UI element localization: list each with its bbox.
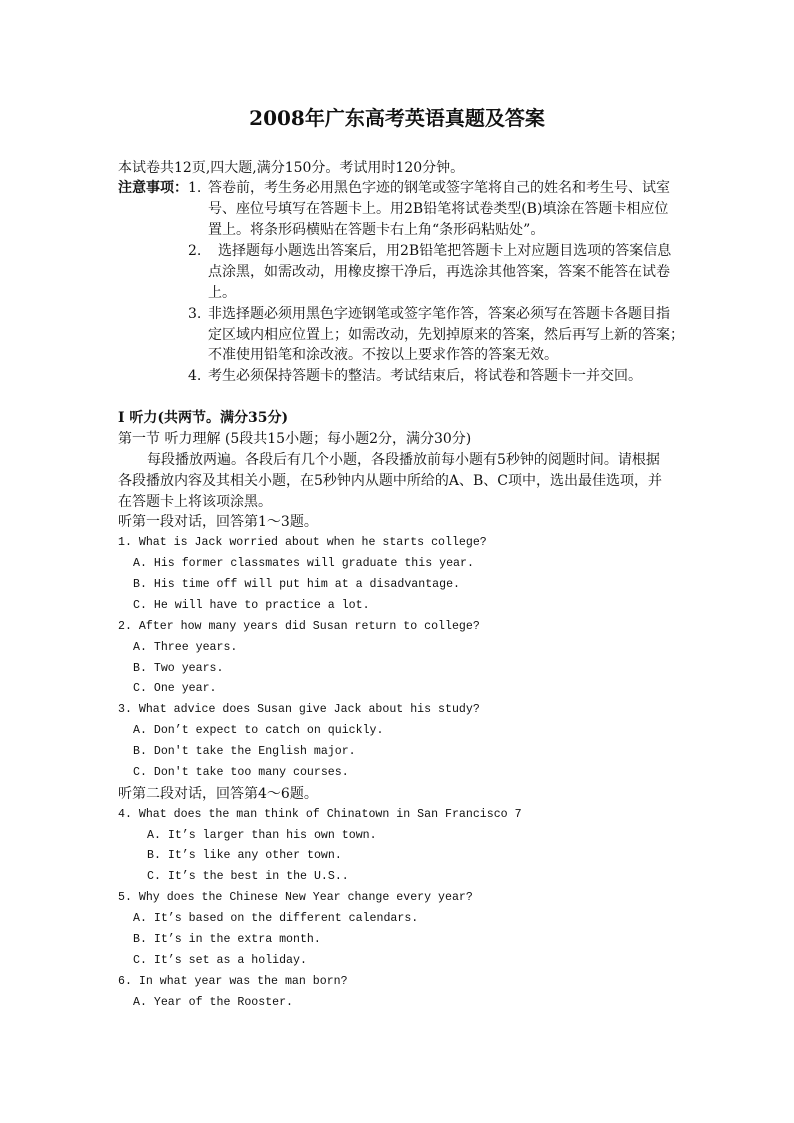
notice-item-2-text: 点涂黑，如需改动，用橡皮擦干净后，再选涂其他答案，答案不能答在试卷 <box>208 263 670 280</box>
option-text: C. He will have to practice a lot. <box>133 598 370 612</box>
instructions-line-2 <box>0 471 794 492</box>
notice-item-3-number: 3. <box>188 305 202 322</box>
instructions-text: 在答题卡上将该项涂黑。 <box>118 493 272 510</box>
notice-item-3-line-1 <box>0 304 794 325</box>
notice-item-2-line-1 <box>0 241 794 262</box>
page-title: 2008年广东高考英语真题及答案 <box>249 106 545 130</box>
option-text: A. Three years. <box>133 640 238 654</box>
option-4c <box>0 867 794 888</box>
notice-item-1-number: 1. <box>188 180 202 197</box>
notice-item-3-line-2 <box>0 325 794 346</box>
option-3b <box>0 742 794 763</box>
option-text: B. Two years. <box>133 661 224 675</box>
notice-item-2-line-2 <box>0 262 794 283</box>
document-body <box>0 158 794 1014</box>
notice-item-1-line-2 <box>0 199 794 220</box>
question-text: 4. What does the man think of Chinatown in San Francisco 7 <box>118 807 522 821</box>
notice-item-2-number: 2. <box>188 243 202 260</box>
notice-item-1-line-3 <box>0 220 794 241</box>
option-text: A. It’s based on the different calendars. <box>133 912 419 926</box>
notice-item-3-text: 不准使用铅笔和涂改液。不按以上要求作答的答案无效。 <box>208 347 558 364</box>
section-heading <box>0 408 794 429</box>
question-text: 2. After how many years did Susan return to college? <box>118 619 480 633</box>
notice-item-4-number: 4. <box>188 368 202 385</box>
notice-item-4-text: 考生必须保持答题卡的整洁。考试结束后，将试卷和答题卡一并交回。 <box>208 368 642 385</box>
option-text: C. Don't take too many courses. <box>133 765 349 779</box>
question-text: 6. In what year was the man born? <box>118 974 348 988</box>
option-3a <box>0 721 794 742</box>
question-text: 3. What advice does Susan give Jack about his study? <box>118 703 480 717</box>
option-3c <box>0 763 794 784</box>
option-text: A. Year of the Rooster. <box>133 995 294 1009</box>
question-3 <box>0 700 794 721</box>
dialogue-prompt-text: 听第二段对话，回答第4～6题。 <box>118 785 318 802</box>
option-1c <box>0 596 794 617</box>
instructions-line-3 <box>0 492 794 513</box>
notice-item-2-line-3 <box>0 283 794 304</box>
notice-item-3-line-3 <box>0 345 794 366</box>
option-6a <box>0 993 794 1014</box>
notice-item-1-text: 号、座位号填写在答题卡上。用2B铅笔将试卷类型(B)填涂在答题卡相应位 <box>208 201 669 218</box>
question-6 <box>0 972 794 993</box>
option-text: B. His time off will put him at a disadvantage. <box>133 578 460 592</box>
option-4b <box>0 846 794 867</box>
intro-text: 本试卷共12页,四大题,满分150分。考试用时120分钟。 <box>118 159 465 176</box>
notice-item-4-line-1 <box>0 366 794 387</box>
notice-item-1-line-1 <box>0 178 794 199</box>
notice-item-3-text: 定区域内相应位置上；如需改动，先划掉原来的答案，然后再写上新的答案； <box>208 326 684 343</box>
option-2b <box>0 659 794 680</box>
question-text: 1. What is Jack worried about when he starts college? <box>118 536 487 550</box>
blank-line <box>0 387 794 408</box>
notice-item-1-text: 答卷前，考生务必用黑色字迹的钢笔或签字笔将自己的姓名和考生号、试室 <box>208 180 670 197</box>
part-heading <box>0 429 794 450</box>
option-2a <box>0 638 794 659</box>
question-4 <box>0 805 794 826</box>
option-text: B. Don't take the English major. <box>133 745 356 759</box>
listening-heading: I 听力(共两节。满分35分) <box>118 410 289 427</box>
dialogue-2-prompt <box>0 784 794 805</box>
notice-item-1-text: 置上。将条形码横贴在答题卡右上角“条形码粘贴处”。 <box>208 222 545 239</box>
option-1a <box>0 554 794 575</box>
part1-heading: 第一节 听力理解 (5段共15小题；每小题2分，满分30分) <box>118 430 472 447</box>
question-2 <box>0 617 794 638</box>
question-5 <box>0 888 794 909</box>
notice-item-2-text: 上。 <box>208 284 236 301</box>
notice-item-3-text: 非选择题必须用黑色字迹钢笔或签字笔作答，答案必须写在答题卡各题目指 <box>208 305 670 322</box>
option-1b <box>0 575 794 596</box>
instructions-text: 每段播放两遍。各段后有几个小题，各段播放前每小题有5秒钟的阅题时间。请根据 <box>147 451 660 468</box>
option-5b <box>0 930 794 951</box>
option-5a <box>0 909 794 930</box>
notice-item-2-text: 选择题每小题选出答案后，用2B铅笔把答题卡上对应题目选项的答案信息 <box>218 243 672 260</box>
question-text: 5. Why does the Chinese New Year change every year? <box>118 891 473 905</box>
option-text: C. One year. <box>133 682 217 696</box>
option-text: A. It’s larger than his own town. <box>147 828 377 842</box>
option-text: C. It’s the best in the U.S.. <box>147 870 349 884</box>
option-text: B. It’s in the extra month. <box>133 932 321 946</box>
instructions-text: 各段播放内容及其相关小题，在5秒钟内从题中所给的A、B、C项中，选出最佳选项，并 <box>118 472 663 489</box>
option-4a <box>0 826 794 847</box>
dialogue-prompt-text: 听第一段对话，回答第1～3题。 <box>118 514 318 531</box>
option-text: A. Don’t expect to catch on quickly. <box>133 724 384 738</box>
intro-line <box>0 158 794 179</box>
option-2c <box>0 679 794 700</box>
option-5c <box>0 951 794 972</box>
dialogue-1-prompt <box>0 512 794 533</box>
option-text: C. It’s set as a holiday. <box>133 953 307 967</box>
instructions-line-1 <box>0 450 794 471</box>
option-text: A. His former classmates will graduate this year. <box>133 557 474 571</box>
question-1 <box>0 533 794 554</box>
notice-label: 注意事项： <box>118 180 188 197</box>
option-text: B. It’s like any other town. <box>147 849 342 863</box>
